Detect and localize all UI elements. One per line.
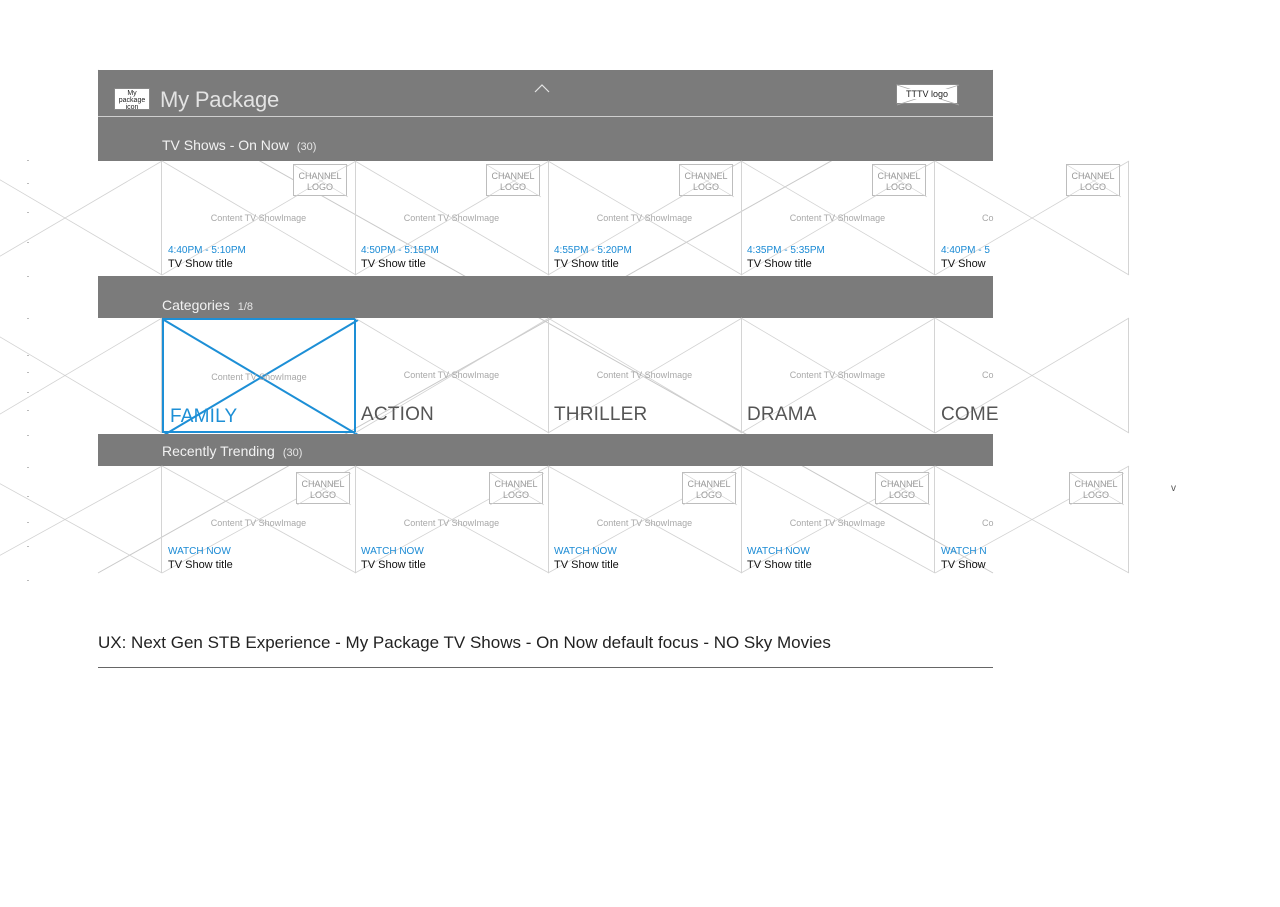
onnow-tile[interactable] <box>935 161 1129 275</box>
show-title: TV Show <box>941 559 986 571</box>
caption-divider <box>98 667 993 668</box>
header-bar <box>98 70 993 117</box>
channel-logo-line: CHANNEL <box>491 171 535 181</box>
chevron-up-icon[interactable] <box>534 83 550 93</box>
channel-logo-line: LOGO <box>306 182 333 192</box>
tv-screen-frame <box>98 70 1118 573</box>
provider-logo <box>896 84 958 104</box>
image-label: Content TV ShowImage <box>596 370 693 380</box>
margin-tick <box>27 242 29 243</box>
onnow-tile[interactable] <box>355 161 549 275</box>
airing-time: 4:40PM - 5 <box>941 245 990 256</box>
image-placeholder-cross <box>1070 473 1124 505</box>
image-label: Content TV ShowImage <box>210 518 307 528</box>
margin-tick <box>27 392 29 393</box>
margin-tick <box>27 496 29 497</box>
image-placeholder-cross <box>680 165 734 197</box>
section-band-trending <box>98 434 993 466</box>
category-tile[interactable] <box>935 318 1129 433</box>
margin-tick <box>27 522 29 523</box>
channel-logo-line: CHANNEL <box>880 479 924 489</box>
image-placeholder-cross <box>683 473 737 505</box>
trending-tile[interactable] <box>741 466 935 573</box>
channel-logo <box>875 472 929 504</box>
channel-logo-line: CHANNEL <box>1071 171 1115 181</box>
image-label: Content TV ShowImage <box>210 213 307 223</box>
image-label: Co <box>982 370 994 380</box>
watch-now-label: WATCH NOW <box>747 546 810 557</box>
channel-logo-line: LOGO <box>692 182 719 192</box>
section-count: 1/8 <box>237 301 253 313</box>
channel-logo <box>296 472 350 504</box>
watch-now-label: WATCH NOW <box>168 546 231 557</box>
category-name: THRILLER <box>554 404 648 425</box>
section-title-text: TV Shows - On Now <box>162 137 289 153</box>
trending-tile[interactable] <box>0 466 162 573</box>
onnow-tile[interactable] <box>741 161 935 275</box>
show-title: TV Show title <box>747 258 812 270</box>
channel-logo <box>293 164 347 196</box>
section-title-text: Categories <box>162 297 230 313</box>
channel-logo <box>682 472 736 504</box>
show-title: TV Show title <box>361 258 426 270</box>
airing-time: 4:55PM - 5:20PM <box>554 245 632 256</box>
channel-logo-line: CHANNEL <box>494 479 538 489</box>
section-band-categories <box>98 276 993 318</box>
channel-logo <box>679 164 733 196</box>
margin-tick <box>27 435 29 436</box>
trending-row <box>98 466 1118 573</box>
image-label: Content TV ShowImage <box>789 213 886 223</box>
categories-row <box>98 318 999 433</box>
channel-logo-line: CHANNEL <box>1074 479 1118 489</box>
airing-time: 4:40PM - 5:10PM <box>168 245 246 256</box>
show-title: TV Show title <box>554 258 619 270</box>
image-placeholder-cross <box>876 473 930 505</box>
channel-logo <box>489 472 543 504</box>
image-label: Co <box>982 518 994 528</box>
image-placeholder-cross <box>294 165 348 197</box>
on-now-row <box>98 161 1115 275</box>
channel-logo-line: LOGO <box>499 182 526 192</box>
image-label: Content TV ShowImage <box>596 213 693 223</box>
package-icon: My package icon <box>114 88 150 110</box>
category-name: FAMILY <box>170 406 238 427</box>
channel-logo-line: LOGO <box>502 490 529 500</box>
watch-now-label: WATCH NOW <box>554 546 617 557</box>
trending-tile[interactable] <box>548 466 742 573</box>
provider-logo-label: TTTV logo <box>905 89 948 99</box>
section-count: (30) <box>296 141 317 153</box>
trending-tile[interactable] <box>162 466 356 573</box>
section-title-on-now <box>162 137 316 153</box>
category-tile[interactable] <box>162 318 356 433</box>
margin-tick <box>27 183 29 184</box>
channel-logo-line: LOGO <box>695 490 722 500</box>
channel-logo-line: CHANNEL <box>687 479 731 489</box>
channel-logo-line: CHANNEL <box>877 171 921 181</box>
channel-logo-line: LOGO <box>888 490 915 500</box>
margin-tick <box>27 546 29 547</box>
channel-logo <box>1069 472 1123 504</box>
show-title: TV Show title <box>361 559 426 571</box>
channel-logo <box>872 164 926 196</box>
trending-tile[interactable] <box>355 466 549 573</box>
section-title-categories <box>162 297 253 313</box>
image-placeholder-cross <box>873 165 927 197</box>
channel-logo <box>486 164 540 196</box>
image-placeholder-cross <box>0 466 162 573</box>
channel-logo-line: LOGO <box>1082 490 1109 500</box>
image-label: Content TV ShowImage <box>403 370 500 380</box>
show-title: TV Show title <box>168 559 233 571</box>
channel-logo-line: LOGO <box>1079 182 1106 192</box>
wireframe-caption: UX: Next Gen STB Experience - My Package TV Shows - On Now default focus - NO Sky Movies <box>98 633 831 652</box>
margin-tick <box>27 160 29 161</box>
margin-tick <box>27 467 29 468</box>
category-tile[interactable] <box>355 318 549 433</box>
image-placeholder-cross <box>0 161 162 275</box>
image-placeholder-cross <box>490 473 544 505</box>
category-name: DRAMA <box>747 404 817 425</box>
category-tile[interactable] <box>0 318 162 433</box>
section-title-text: Recently Trending <box>162 443 275 459</box>
category-tile[interactable] <box>548 318 742 433</box>
image-placeholder-cross <box>297 473 351 505</box>
airing-time: 4:35PM - 5:35PM <box>747 245 825 256</box>
onnow-tile[interactable] <box>162 161 356 275</box>
margin-tick <box>27 318 29 319</box>
onnow-tile[interactable] <box>548 161 742 275</box>
channel-logo-line: CHANNEL <box>298 171 342 181</box>
show-title: TV Show title <box>168 258 233 270</box>
margin-tick <box>27 355 29 356</box>
category-tile[interactable] <box>741 318 935 433</box>
margin-tick <box>27 372 29 373</box>
margin-tick <box>27 212 29 213</box>
image-label: Content TV ShowImage <box>789 370 886 380</box>
image-label: Co <box>982 213 994 223</box>
onnow-tile[interactable] <box>0 161 162 275</box>
category-name: COME <box>941 404 999 425</box>
margin-tick <box>27 410 29 411</box>
section-count: (30) <box>282 447 303 459</box>
image-placeholder-cross <box>1067 165 1121 197</box>
airing-time: 4:50PM - 5:15PM <box>361 245 439 256</box>
image-label: Content TV ShowImage <box>789 518 886 528</box>
watch-now-label: WATCH N <box>941 546 987 557</box>
image-label: Content TV ShowImage <box>403 518 500 528</box>
image-placeholder-cross <box>487 165 541 197</box>
page-title: My Package <box>160 87 280 112</box>
channel-logo-line: CHANNEL <box>684 171 728 181</box>
channel-logo-line: CHANNEL <box>301 479 345 489</box>
section-band-on-now <box>98 117 993 161</box>
margin-tick <box>27 276 29 277</box>
trending-tile[interactable] <box>935 466 1129 573</box>
channel-logo-line: LOGO <box>309 490 336 500</box>
image-placeholder-cross <box>0 318 162 433</box>
watch-now-label: WATCH NOW <box>361 546 424 557</box>
show-title: TV Show <box>941 258 986 270</box>
margin-tick <box>27 580 29 581</box>
image-label: Content TV ShowImage <box>403 213 500 223</box>
show-title: TV Show title <box>554 559 619 571</box>
channel-logo-line: LOGO <box>885 182 912 192</box>
side-marker: v <box>1171 483 1176 494</box>
show-title: TV Show title <box>747 559 812 571</box>
image-label: Content TV ShowImage <box>211 372 307 382</box>
category-name: ACTION <box>361 404 434 425</box>
section-title-trending <box>162 443 302 459</box>
image-label: Content TV ShowImage <box>596 518 693 528</box>
channel-logo <box>1066 164 1120 196</box>
